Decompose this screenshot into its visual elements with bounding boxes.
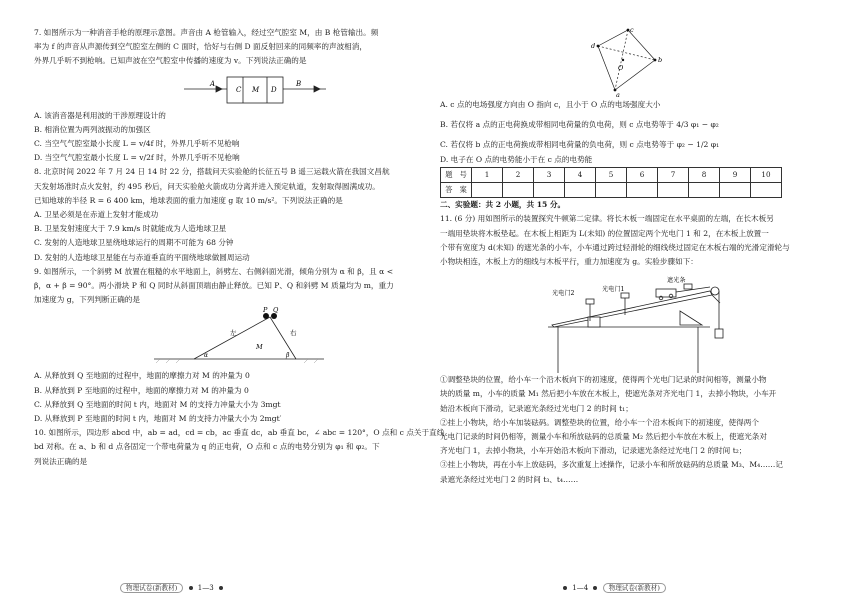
label-c: c — [630, 26, 634, 34]
q8-option-c: C. 发射的人造地球卫星绕地球运行的周期不可能为 68 分钟 — [34, 238, 234, 248]
label-b: b — [658, 56, 663, 64]
table-cell: 7 — [658, 167, 689, 182]
q10-line: 列说法正确的是 — [34, 456, 88, 466]
label-d: d — [591, 42, 596, 50]
table-cell: 9 — [720, 167, 751, 182]
q9-option-d: D. 从释放到 P 至地面的时间 t 内，地面对 M 的支持力冲量大小为 2mgt′ — [34, 414, 282, 424]
q11-step-line: ③挂上小物块，再在小车上放砝码，多次重复上述操作，记录小车和所放砝码的总质量 M₃、M₄……记 — [440, 460, 783, 470]
label-beta: β — [286, 352, 290, 360]
footer-dot-icon — [189, 586, 193, 590]
label-alpha: α — [204, 352, 209, 360]
table-cell: 8 — [689, 167, 720, 182]
question-7 — [34, 26, 420, 69]
q7-line: 7. 如图所示为一种消音手枪的原理示意图。声音由 A 枪管输入，经过空气腔室 M，由 B 枪管输出。频 — [34, 28, 379, 37]
q10-option-d: D. 电子在 O 点的电势能小于在 c 点的电势能 — [440, 154, 593, 164]
q11-line: 小物块相连，木板上方的细线与木板平行，重力加速度为 g。实验步骤如下： — [440, 257, 698, 267]
q11-step-line: ①调整垫块的位置，给小车一个沿木板向下的初速度，使得两个光电门记录的时间相等，测量小物 — [440, 375, 767, 385]
label-c: C — [236, 85, 242, 94]
question-10 — [34, 426, 445, 469]
question-9 — [34, 265, 420, 308]
q7-line: 外界几乎听不到枪响。已知声波在空气腔室中传播的速度为 v。下列说法正确的是 — [34, 56, 307, 66]
label-m: M — [252, 85, 260, 94]
q10-line: 10. 如图所示，四边形 abcd 中，ab = ad，cd = cb，ac 垂直 dc，ab 垂直 bc，∠ abc = 120°，O 点和 c 点关于直线 — [34, 428, 445, 438]
q9-line: β，α + β = 90°。两小滑块 P 和 Q 同时从斜面顶端由静止释放。已知 P、Q 和斜劈 M 质量均为 m，重力 — [34, 281, 394, 291]
q11-step-line: 光电门记录的时间仍相等，测量小车和所放砝码的总质量 M₂ 然后把小车放在木板上，使遮光条对 — [440, 432, 767, 442]
table-cell: 4 — [565, 167, 596, 182]
section-heading: 二、实验题：共 2 小题，共 15 分。 — [440, 200, 566, 210]
q7-option-c: C. 当空气气腔室最小长度 L = v/4f 时，外界几乎听不见枪响 — [34, 139, 240, 149]
table-cell: 6 — [627, 167, 658, 182]
footer-badge: 物理试卷(新教材) — [120, 583, 183, 593]
table-row-label: 答 案 — [441, 183, 472, 198]
q8-option-a: A. 卫星必须是在赤道上发射才能成功 — [34, 210, 159, 220]
page-number: 1—3 — [197, 584, 214, 592]
q9-line: 9. 如图所示，一个斜劈 M 放置在粗糙的水平地面上，斜劈左、右侧斜面光滑，倾角分别为 α 和 β，且 α < — [34, 266, 394, 276]
answer-cell[interactable] — [565, 183, 596, 198]
q11-step-line: ②挂上小物块，给小车加装砝码。调整垫块的位置，给小车一个沿木板向下的初速度，使得两个 — [440, 417, 759, 427]
left-footer — [120, 582, 226, 592]
answer-cell[interactable] — [534, 183, 565, 198]
label-m: M — [256, 343, 263, 352]
answer-cell[interactable] — [503, 183, 534, 198]
question-11 — [440, 212, 832, 269]
q9-option-c: C. 从释放到 Q 至地面的时间 t 内，地面对 M 的支持力冲量大小为 3mgt — [34, 399, 281, 409]
right-footer — [560, 582, 666, 592]
table-cell: 10 — [751, 167, 782, 182]
q11-step-line: 始沿木板向下滑动，记录遮光条经过光电门 2 的时间 t₁； — [440, 403, 633, 413]
q11-steps — [440, 373, 832, 487]
label-q: Q — [273, 307, 279, 315]
answer-cell[interactable] — [596, 183, 627, 198]
q10-option-a: A. c 点的电场强度方向由 O 指向 c，且小于 O 点的电场强度大小 — [440, 100, 661, 109]
label-b: B — [296, 79, 302, 88]
label-a: a — [616, 91, 620, 98]
answer-cell[interactable] — [751, 183, 782, 198]
q11-step-line: 齐光电门 1，去掉小物块，小车开始沿木板向下滑动，记录遮光条经过光电门 2 的时间 t₂； — [440, 446, 747, 456]
label-gate2: 光电门2 — [552, 290, 575, 298]
q7-option-b: B. 相消位置为两列波振动的加强区 — [34, 124, 151, 134]
answer-cell[interactable] — [472, 183, 503, 198]
label-strip: 遮光条 — [667, 277, 686, 285]
q9-option-a: A. 从释放到 Q 至地面的过程中，地面的摩擦力对 M 的冲量为 0 — [34, 371, 250, 381]
q11-line: 个带有宽度为 d(未知) 的遮光条的小车，小车通过跨过轻滑轮的细线绕过固定在木板右端的光滑定滑轮与 — [440, 242, 790, 252]
label-p: P — [263, 307, 268, 315]
q10-options — [440, 98, 832, 167]
question-8 — [34, 165, 420, 208]
silencer-diagram — [34, 69, 420, 109]
footer-dot-icon — [219, 586, 223, 590]
q9-line: 加速度为 g，下列判断正确的是 — [34, 295, 140, 305]
q8-line: 8. 北京时间 2022 年 7 月 24 日 14 时 22 分，搭载问天实验舱的长征五号 B 遥三运载火箭在我国文昌航 — [34, 167, 390, 177]
label-o: O — [618, 64, 624, 72]
answer-table — [440, 167, 782, 198]
table-row — [441, 183, 782, 198]
q8-option-d: D. 发射的人造地球卫星能在与赤道垂直的平面绕地球做圆周运动 — [34, 252, 250, 262]
label-left: 左 — [230, 329, 237, 338]
q7-line: 率为 f 的声音从声源传到空气腔室左侧的 C 面时，恰好与右侧 D 面反射回来的同频率的声波相消， — [34, 42, 367, 52]
q10-option-b: B. 若仅将 a 点的正电荷换成带相同电荷量的负电荷，则 c 点电势等于 4/3 φ₁ − φ₂ — [440, 120, 719, 130]
answer-cell[interactable] — [627, 183, 658, 198]
answer-cell[interactable] — [658, 183, 689, 198]
q7-options — [34, 109, 420, 166]
q8-options — [34, 208, 420, 265]
label-a: A — [210, 79, 216, 88]
q11-step-line: 块的质量 m，小车的质量 M₁ 然后把小车放在木板上，使遮光条对齐光电门 1，去掉小物块，小车开 — [440, 389, 777, 399]
label-gate1: 光电门1 — [602, 286, 625, 294]
table-cell: 3 — [534, 167, 565, 182]
answer-cell[interactable] — [689, 183, 720, 198]
footer-dot-icon — [593, 586, 597, 590]
footer-dot-icon — [563, 586, 567, 590]
answer-cell[interactable] — [720, 183, 751, 198]
q10-line: bd 对称。在 a、b 和 d 点各固定一个带电荷量为 q 的正电荷，O 点和 c 点的电势分别为 φ₁ 和 φ₂。下 — [34, 442, 380, 452]
q11-line: 11. (6 分) 用如图所示的装置探究牛顿第二定律。将长木板一端固定在水平桌面的左端，在长木板另 — [440, 214, 774, 224]
apparatus-diagram — [440, 269, 832, 373]
wedge-diagram — [34, 307, 420, 369]
quadrilateral-diagram — [440, 26, 832, 98]
table-row-label: 题 号 — [441, 167, 472, 182]
page-number: 1—4 — [572, 584, 589, 592]
q11-step-line: 录遮光条经过光电门 2 的时间 t₃、t₄…… — [440, 474, 579, 484]
q8-option-b: B. 卫星发射速度大于 7.9 km/s 时就能成为人造地球卫星 — [34, 224, 227, 234]
label-right: 右 — [290, 329, 297, 338]
label-d: D — [271, 85, 277, 94]
q9-option-b: B. 从释放到 P 至地面的过程中，地面的摩擦力对 M 的冲量为 0 — [34, 385, 249, 395]
table-cell: 2 — [503, 167, 534, 182]
table-cell: 1 — [472, 167, 503, 182]
q9-options — [34, 369, 420, 426]
table-row — [441, 167, 782, 182]
right-column — [440, 26, 832, 487]
q7-option-d: D. 当空气气腔室最小长度 L = v/2f 时，外界几乎听不见枪响 — [34, 153, 240, 163]
q11-line: 一端用垫块将木板垫起。在木板上相距为 L(未知) 的位置固定两个光电门 1 和 2，在木板上放置一 — [440, 228, 769, 238]
q7-option-a: A. 该消音器是利用波的干涉原理设计的 — [34, 110, 166, 120]
table-cell: 5 — [596, 167, 627, 182]
left-column — [34, 26, 445, 469]
q8-line: 天发射场准时点火发射，约 495 秒后，问天实验舱火箭成功分离并进入预定轨道，发射取得圆满成功。 — [34, 181, 380, 191]
q10-option-c: C. 若仅将 b 点的正电荷换成带相同电荷量的负电荷，则 c 点电势等于 φ₂ − 1/2 φ₁ — [440, 140, 720, 150]
footer-badge: 物理试卷(新教材) — [603, 583, 666, 593]
q8-line: 已知地球的半径 R = 6 400 km，地球表面的重力加速度 g 取 10 m/s²。下列说法正确的是 — [34, 195, 343, 205]
